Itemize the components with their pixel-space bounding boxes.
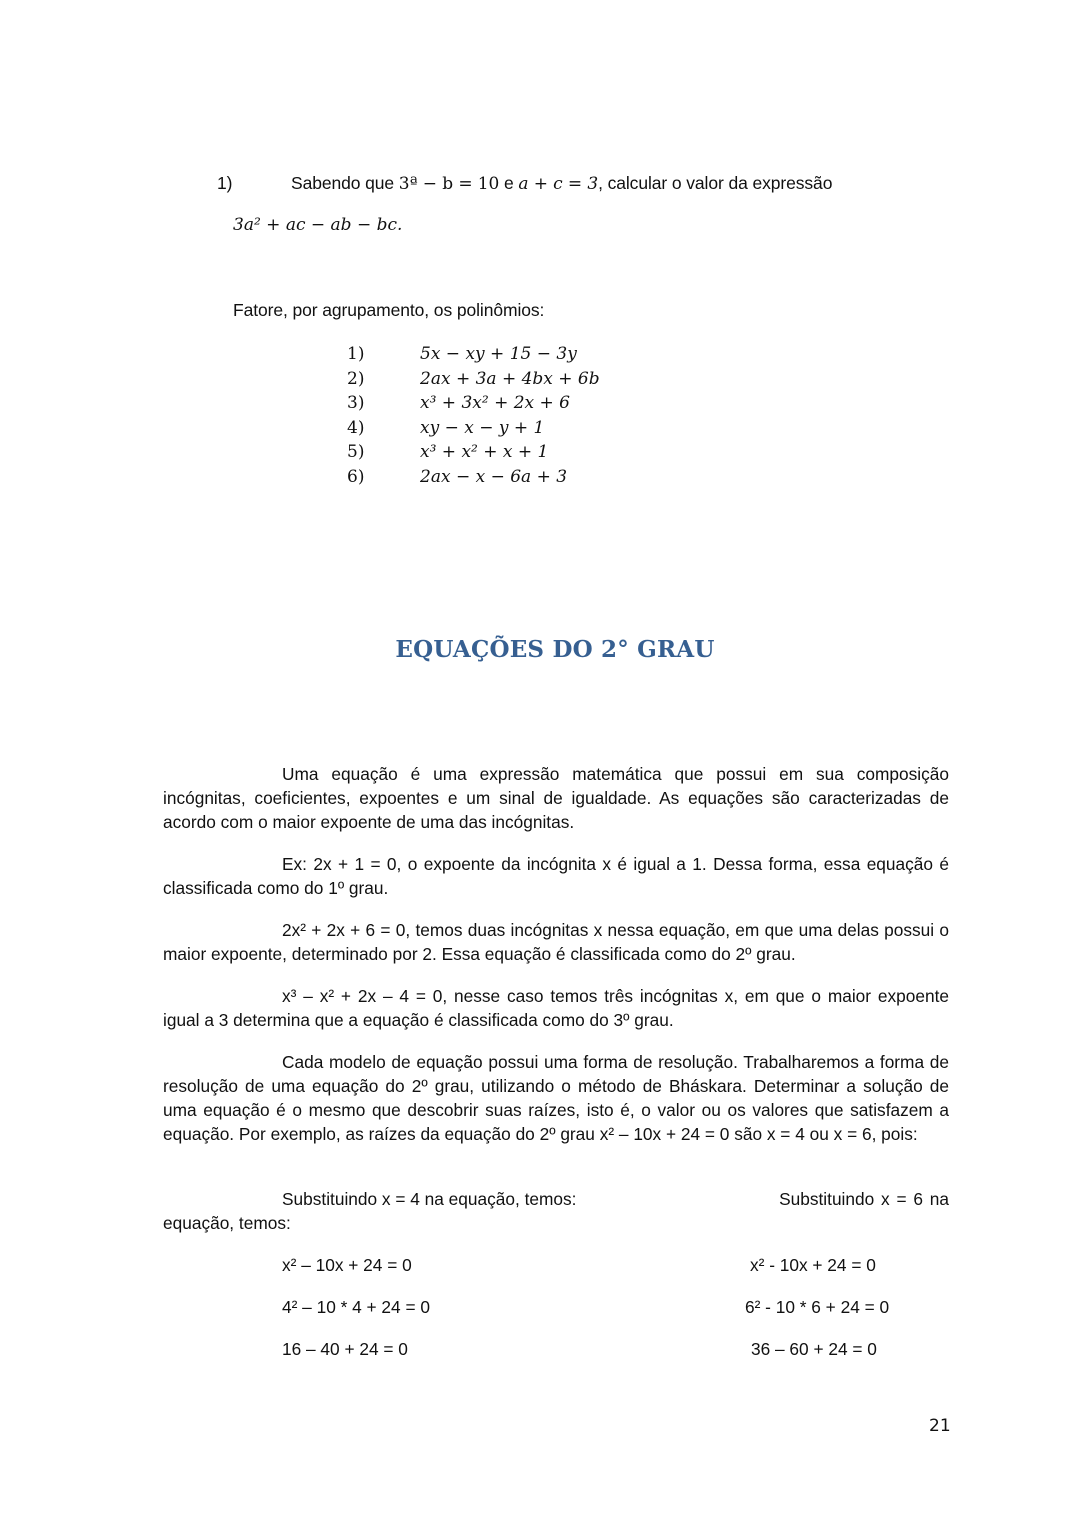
calc-step-left: x² – 10x + 24 = 0 xyxy=(282,1255,412,1275)
exercise-expression: 3a² + ac − ab − bc. xyxy=(233,215,403,235)
calc-step-left: 16 – 40 + 24 = 0 xyxy=(282,1339,408,1359)
exercise-statement xyxy=(291,173,832,194)
calc-step-left: 4² – 10 * 4 + 24 = 0 xyxy=(282,1297,430,1317)
statement-mid: e xyxy=(499,173,519,193)
substitution-intro-right: Substituindo x = 6 na xyxy=(779,1189,949,1209)
calc-step-right: 6² - 10 * 6 + 24 = 0 xyxy=(745,1297,890,1317)
polynomial-expression: 5x − xy + 15 − 3y xyxy=(420,343,577,364)
page-number: 21 xyxy=(929,1416,951,1436)
substitution-intro-left: Substituindo x = 4 na equação, temos: xyxy=(282,1189,577,1209)
polynomial-item xyxy=(347,390,570,415)
polynomial-item xyxy=(347,366,600,391)
condition-1: 3ª − b = 10 xyxy=(398,174,500,194)
substitution-intro-wrap: equação, temos: xyxy=(163,1213,291,1233)
polynomial-expression: xy − x − y + 1 xyxy=(420,417,545,438)
item-number: 5) xyxy=(347,441,365,462)
paragraph-resolution: Cada modelo de equação possui uma forma de resolução. Trabalharemos a forma de resolução de uma equação do 2º grau, utilizando o método de Bháskara. Determinar a solução de uma equação é o mesmo que descobrir suas raízes, isto é, o valor ou os valores que satisfazem a equação. Por exemplo, as raízes da equação do 2º grau x² – 10x + 24 = 0 são x = 4 ou x = 6, pois: xyxy=(163,1052,949,1144)
paragraph-example-2nd-degree: 2x² + 2x + 6 = 0, temos duas incógnitas x nessa equação, em que uma delas possui o maior expoente, determinado por 2. Essa equação é classificada como do 2º grau. xyxy=(163,920,949,964)
item-number: 2) xyxy=(347,368,365,389)
calc-step-right: 36 – 60 + 24 = 0 xyxy=(751,1339,877,1359)
factoring-instructions: Fatore, por agrupamento, os polinômios: xyxy=(233,300,545,320)
item-number: 4) xyxy=(347,417,365,438)
paragraph-example-1st-degree: Ex: 2x + 1 = 0, o expoente da incógnita x é igual a 1. Dessa forma, essa equação é classificada como do 1º grau. xyxy=(163,854,949,898)
polynomial-expression: x³ + 3x² + 2x + 6 xyxy=(420,392,570,413)
polynomial-item xyxy=(347,341,577,366)
polynomial-item xyxy=(347,464,567,489)
polynomial-item xyxy=(347,415,544,440)
section-heading: EQUAÇÕES DO 2° GRAU xyxy=(395,636,715,663)
calc-step-right: x² - 10x + 24 = 0 xyxy=(750,1255,876,1275)
item-number: 6) xyxy=(347,466,365,487)
polynomial-expression: 2ax + 3a + 4bx + 6b xyxy=(420,368,600,389)
paragraph-intro: Uma equação é uma expressão matemática que possui em sua composição incógnitas, coeficientes, expoentes e um sinal de igualdade. As equações são caracterizadas de acordo com o maior expoente de uma das incógnitas. xyxy=(163,764,949,832)
item-number: 3) xyxy=(347,392,365,413)
paragraph-example-3rd-degree: x³ – x² + 2x – 4 = 0, nesse caso temos três incógnitas x, em que o maior expoente igual a 3 determina que a equação é classificada como do 3º grau. xyxy=(163,986,949,1030)
item-number: 1) xyxy=(347,343,365,364)
polynomial-item xyxy=(347,439,548,464)
polynomial-expression: 2ax − x − 6a + 3 xyxy=(420,466,568,487)
statement-suffix: , calcular o valor da expressão xyxy=(598,173,833,193)
polynomial-expression: x³ + x² + x + 1 xyxy=(420,441,549,462)
statement-prefix: Sabendo que xyxy=(291,173,399,193)
exercise-number: 1) xyxy=(217,173,233,193)
condition-2: a + c = 3 xyxy=(518,174,599,194)
